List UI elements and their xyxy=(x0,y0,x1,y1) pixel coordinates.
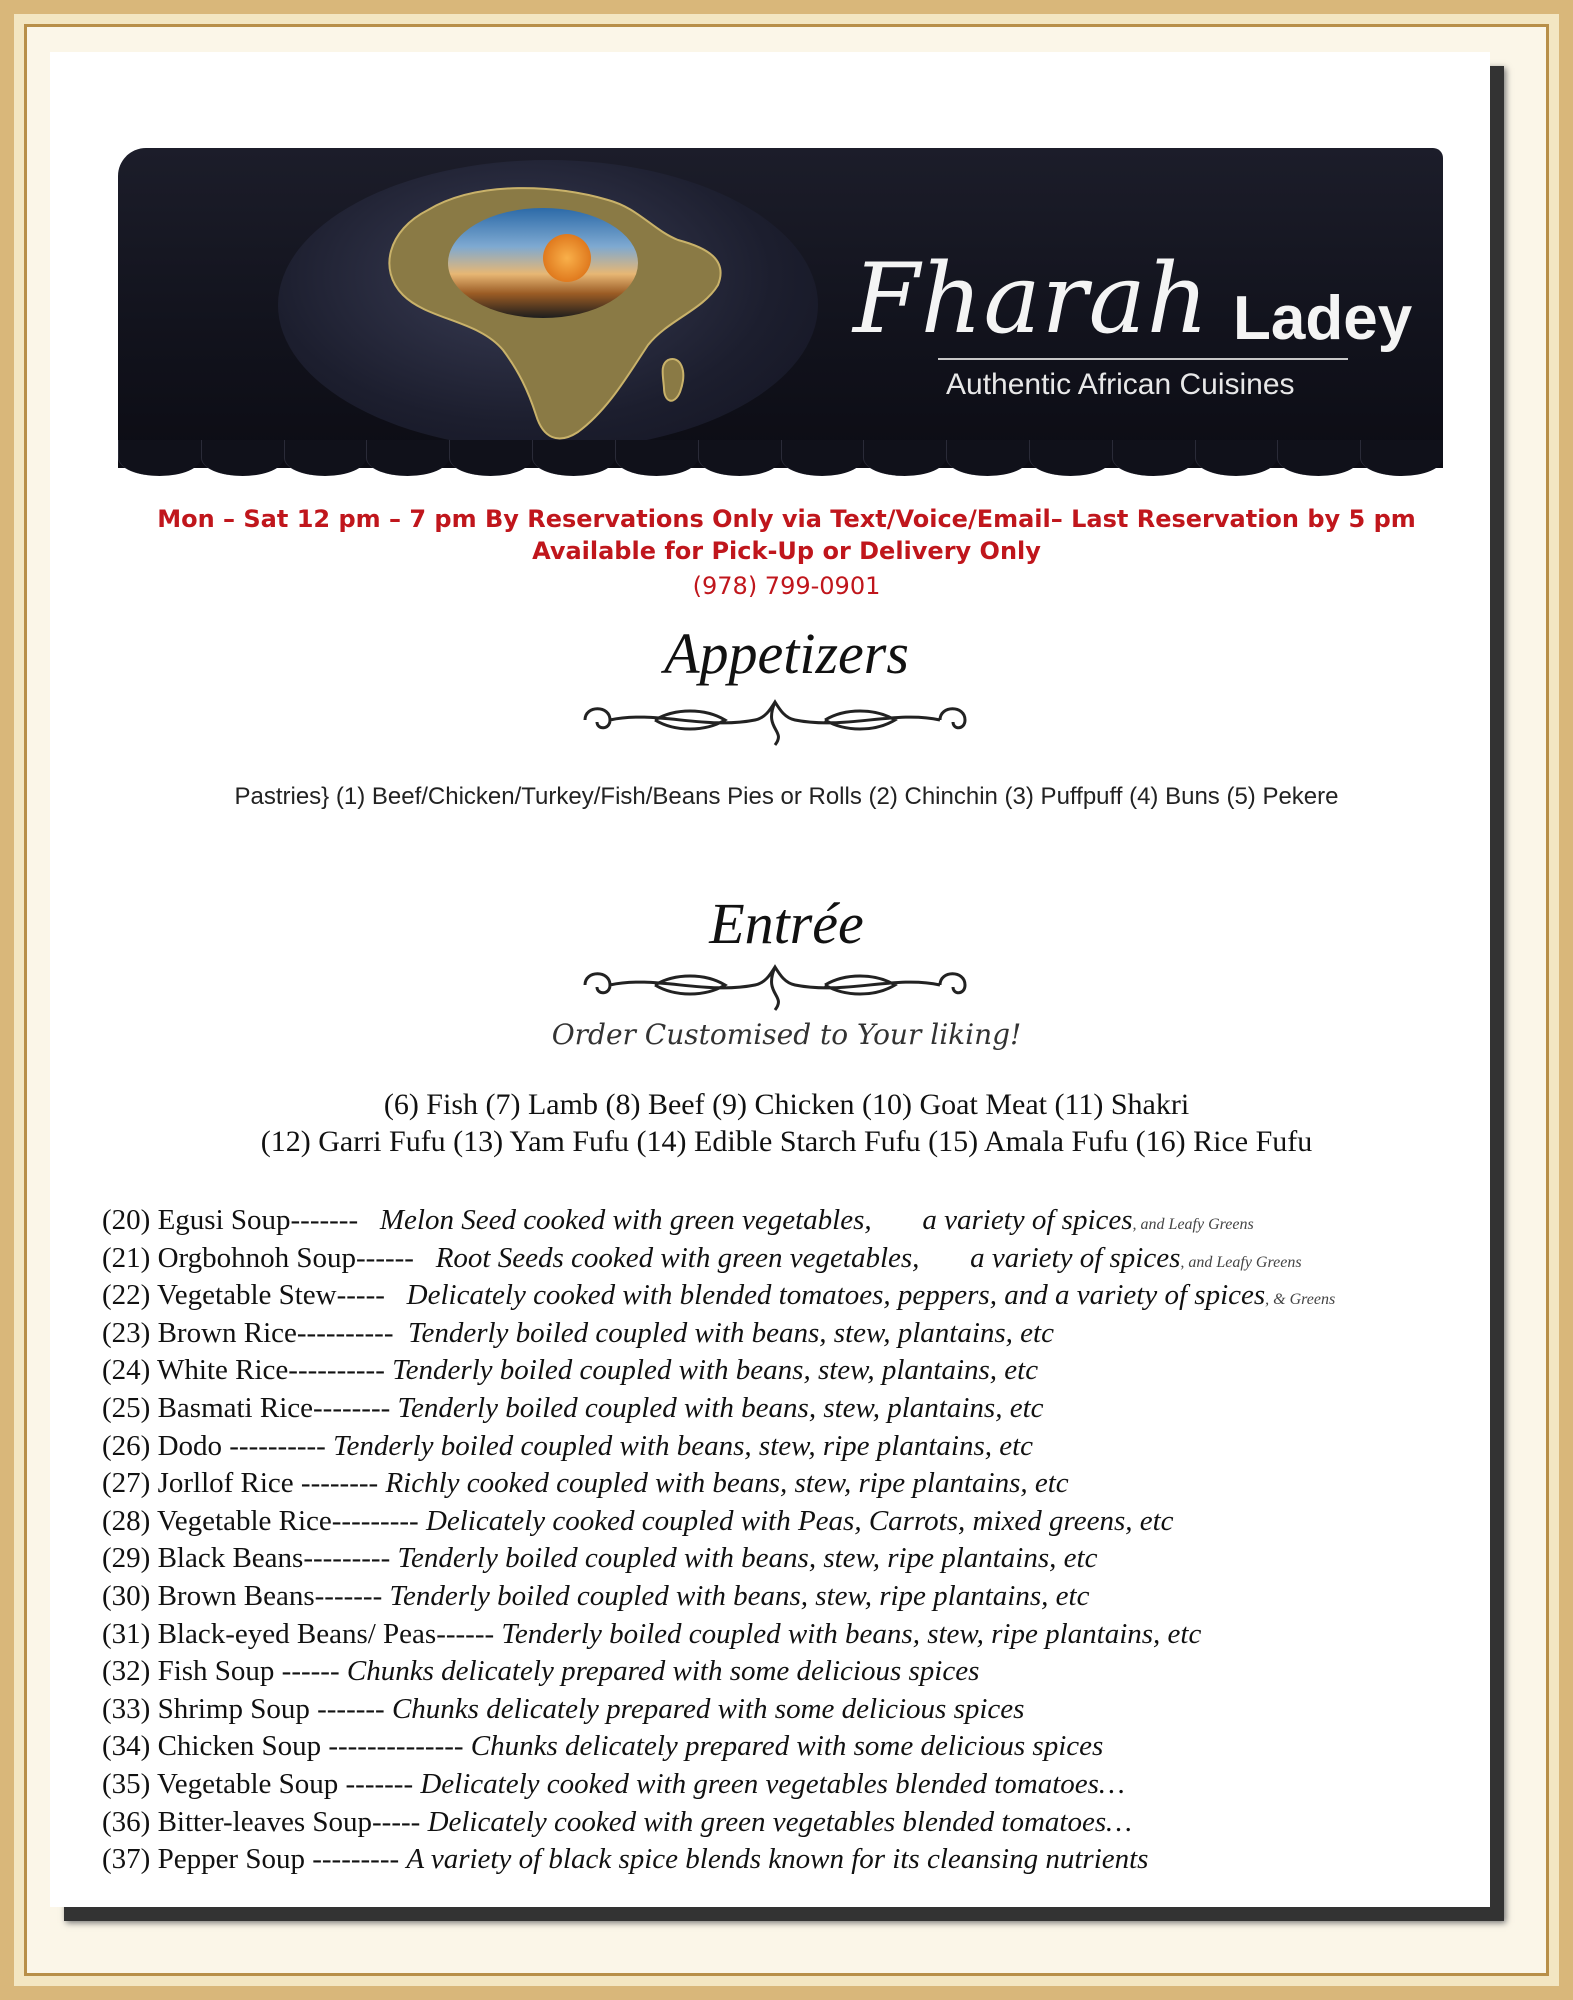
menu-item-description: Chunks delicately prepared with some delicious spices xyxy=(346,1655,980,1688)
header-banner xyxy=(118,148,1443,468)
menu-item-name: (31) Black-eyed Beans/ Peas------ xyxy=(102,1617,502,1650)
appetizers-heading: Appetizers xyxy=(664,621,909,686)
menu-item-description: Delicately cooked with green vegetables blended tomatoes… xyxy=(427,1805,1132,1838)
menu-item xyxy=(102,1315,1502,1353)
menu-item xyxy=(102,1428,1502,1466)
menu-item-name: (33) Shrimp Soup ------- xyxy=(102,1692,392,1725)
menu-item xyxy=(102,1653,1502,1691)
menu-item xyxy=(102,1540,1502,1578)
menu-item-description: Richly cooked coupled with beans, stew, ripe plantains, etc xyxy=(385,1467,1069,1500)
pastries-line: Pastries} (1) Beef/Chicken/Turkey/Fish/Beans Pies or Rolls (2) Chinchin (3) Puffpuff (4) Buns (5) Pekere xyxy=(234,783,1339,810)
entree-heading: Entrée xyxy=(709,891,864,956)
menu-item-name: (37) Pepper Soup --------- xyxy=(102,1843,407,1876)
menu-item-description: Tenderly boiled coupled with beans, stew, ripe plantains, etc xyxy=(501,1617,1202,1650)
menu-item-description: Tenderly boiled coupled with beans, stew, plantains, etc xyxy=(392,1354,1039,1387)
menu-item-description: Chunks delicately prepared with some delicious spices xyxy=(470,1730,1104,1763)
menu-item-name: (24) White Rice---------- xyxy=(102,1354,393,1387)
menu-item-name: (30) Brown Beans------- xyxy=(102,1579,390,1612)
protein-options: (6) Fish (7) Lamb (8) Beef (9) Chicken (10) Goat Meat (11) Shakri xyxy=(383,1088,1190,1121)
entree-tagline: Order Customised to Your liking! xyxy=(551,1018,1022,1051)
entree-menu-list xyxy=(102,1202,1502,1879)
menu-item xyxy=(102,1503,1502,1541)
menu-item xyxy=(102,1352,1502,1390)
sun-icon xyxy=(543,234,591,282)
phone-number: (978) 799-0901 xyxy=(692,572,881,600)
menu-item-name: (26) Dodo ---------- xyxy=(102,1429,334,1462)
menu-item-description: Chunks delicately prepared with some delicious spices xyxy=(391,1692,1025,1725)
menu-item-name: (34) Chicken Soup -------------- xyxy=(102,1730,471,1763)
menu-item-description: Delicately cooked with green vegetables blended tomatoes… xyxy=(420,1767,1125,1800)
menu-item xyxy=(102,1691,1502,1729)
flourish-divider-icon xyxy=(565,955,985,1015)
menu-item-description: Tenderly boiled coupled with beans, stew, plantains, etc xyxy=(407,1316,1054,1349)
availability-text: Available for Pick-Up or Delivery Only xyxy=(532,537,1041,565)
menu-item xyxy=(102,1202,1502,1240)
hours-text: Mon – Sat 12 pm – 7 pm By Reservations Only via Text/Voice/Email– Last Reservation by 5 pm xyxy=(157,505,1416,533)
menu-item-name: (29) Black Beans--------- xyxy=(102,1542,398,1575)
brand-divider xyxy=(938,358,1348,360)
flourish-divider-icon xyxy=(565,690,985,750)
menu-item-extra: , and Leafy Greens xyxy=(1132,1216,1254,1233)
menu-item xyxy=(102,1616,1502,1654)
menu-item-description: Delicately cooked coupled with Peas, Carrots, mixed greens, etc xyxy=(425,1504,1174,1537)
menu-item-description: A variety of black spice blends known for its cleansing nutrients xyxy=(406,1843,1149,1876)
menu-item xyxy=(102,1465,1502,1503)
menu-item-name: (20) Egusi Soup------- xyxy=(102,1204,380,1236)
menu-item xyxy=(102,1277,1502,1315)
menu-item-name: (32) Fish Soup ------ xyxy=(102,1655,347,1688)
menu-item xyxy=(102,1804,1502,1842)
brand-name-script: Fharah xyxy=(853,243,1210,355)
menu-item xyxy=(102,1390,1502,1428)
menu-item xyxy=(102,1728,1502,1766)
menu-item-name: (27) Jorllof Rice -------- xyxy=(102,1467,386,1500)
menu-item-description: Delicately cooked with blended tomatoes, peppers, and a variety of spices xyxy=(406,1279,1266,1312)
menu-item-extra: , and Leafy Greens xyxy=(1180,1253,1302,1271)
menu-item-description: Tenderly boiled coupled with beans, stew, ripe plantains, etc xyxy=(397,1542,1098,1575)
menu-item-name: (28) Vegetable Rice--------- xyxy=(102,1504,426,1537)
menu-item-name: (35) Vegetable Soup ------- xyxy=(102,1767,421,1800)
menu-item-extra: , & Greens xyxy=(1265,1291,1336,1309)
menu-item xyxy=(102,1578,1502,1616)
fufu-options: (12) Garri Fufu (13) Yam Fufu (14) Edible Starch Fufu (15) Amala Fufu (16) Rice Fufu xyxy=(260,1125,1313,1158)
menu-item-description: Tenderly boiled coupled with beans, stew, ripe plantains, etc xyxy=(389,1579,1090,1612)
menu-item-description: Root Seeds cooked with green vegetables, a variety of spices xyxy=(435,1241,1181,1274)
menu-item xyxy=(102,1240,1502,1278)
menu-item-name: (25) Basmati Rice-------- xyxy=(102,1391,398,1424)
banner-awning-edge xyxy=(118,440,1443,480)
menu-item-description: Tenderly boiled coupled with beans, stew, ripe plantains, etc xyxy=(333,1429,1034,1462)
sunset-savanna-image xyxy=(448,208,638,318)
menu-item-description: Melon Seed cooked with green vegetables, a variety of spices xyxy=(379,1204,1133,1236)
menu-item-name: (22) Vegetable Stew----- xyxy=(102,1279,407,1312)
brand-tagline: Authentic African Cuisines xyxy=(946,368,1295,401)
menu-item-name: (36) Bitter-leaves Soup----- xyxy=(102,1805,428,1838)
menu-item-description: Tenderly boiled coupled with beans, stew, plantains, etc xyxy=(397,1391,1044,1424)
menu-item-name: (23) Brown Rice---------- xyxy=(102,1316,408,1349)
brand-name-bold: Ladey xyxy=(1233,284,1413,353)
menu-item xyxy=(102,1766,1502,1804)
menu-item-name: (21) Orgbohnoh Soup------ xyxy=(102,1241,436,1274)
menu-item xyxy=(102,1841,1502,1879)
